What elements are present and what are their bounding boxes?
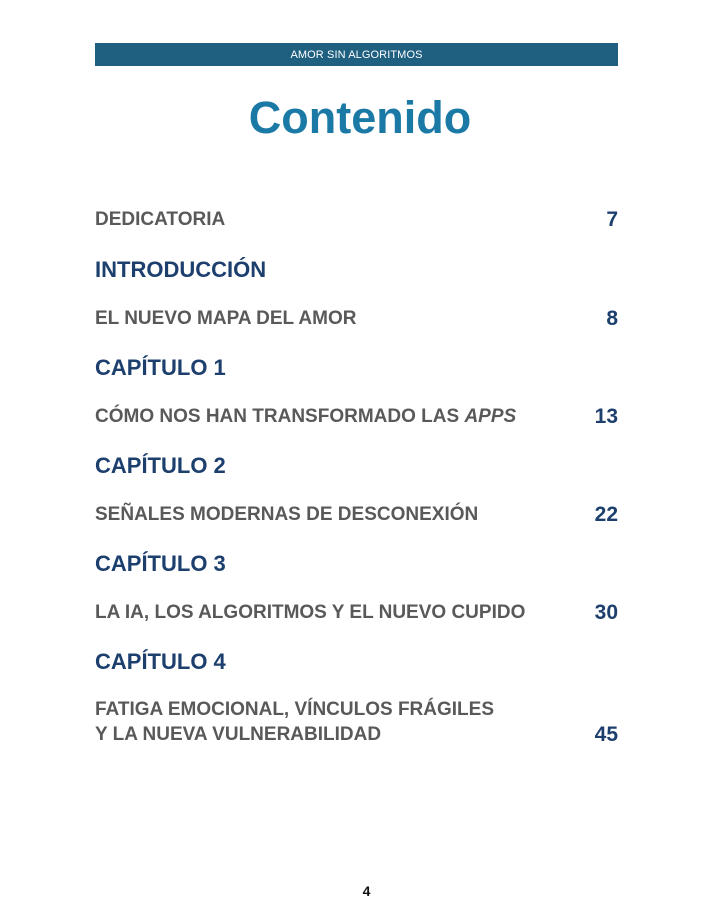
toc-entry-page: 13: [594, 405, 618, 428]
toc-entry-page: 45: [594, 723, 618, 746]
toc-heading-capitulo-2: CAPÍTULO 2: [95, 453, 226, 478]
toc-entry-title-text: CÓMO NOS HAN TRANSFORMADO LAS: [95, 406, 465, 427]
toc-entry-page: 7: [606, 208, 618, 231]
toc-entry-page: 8: [606, 307, 618, 330]
toc-heading-capitulo-4: CAPÍTULO 4: [95, 649, 226, 674]
page-number: 4: [362, 883, 371, 899]
toc-heading-introduccion: INTRODUCCIÓN: [95, 257, 267, 282]
toc-entry-title: [95, 404, 516, 430]
toc-entry-title: LA IA, LOS ALGORITMOS Y EL NUEVO CUPIDO: [95, 602, 526, 623]
toc-entry-title: DEDICATORIA: [95, 209, 226, 230]
toc-entry-title: SEÑALES MODERNAS DE DESCONEXIÓN: [95, 504, 479, 525]
toc-heading-capitulo-1: CAPÍTULO 1: [95, 355, 226, 380]
page-title: Contenido: [248, 92, 472, 143]
toc-entry-title-italic: APPS: [464, 406, 517, 427]
toc-heading-capitulo-3: CAPÍTULO 3: [95, 551, 226, 576]
toc-entry-page: 22: [594, 503, 618, 526]
toc-entry-page: 30: [594, 601, 618, 624]
toc-entry-title-line-2: Y LA NUEVA VULNERABILIDAD: [95, 724, 382, 745]
toc-entry-title: EL NUEVO MAPA DEL AMOR: [95, 308, 357, 329]
toc-entry-title-line-1: FATIGA EMOCIONAL, VÍNCULOS FRÁGILES: [95, 699, 494, 720]
running-header: AMOR SIN ALGORITMOS: [95, 43, 618, 66]
